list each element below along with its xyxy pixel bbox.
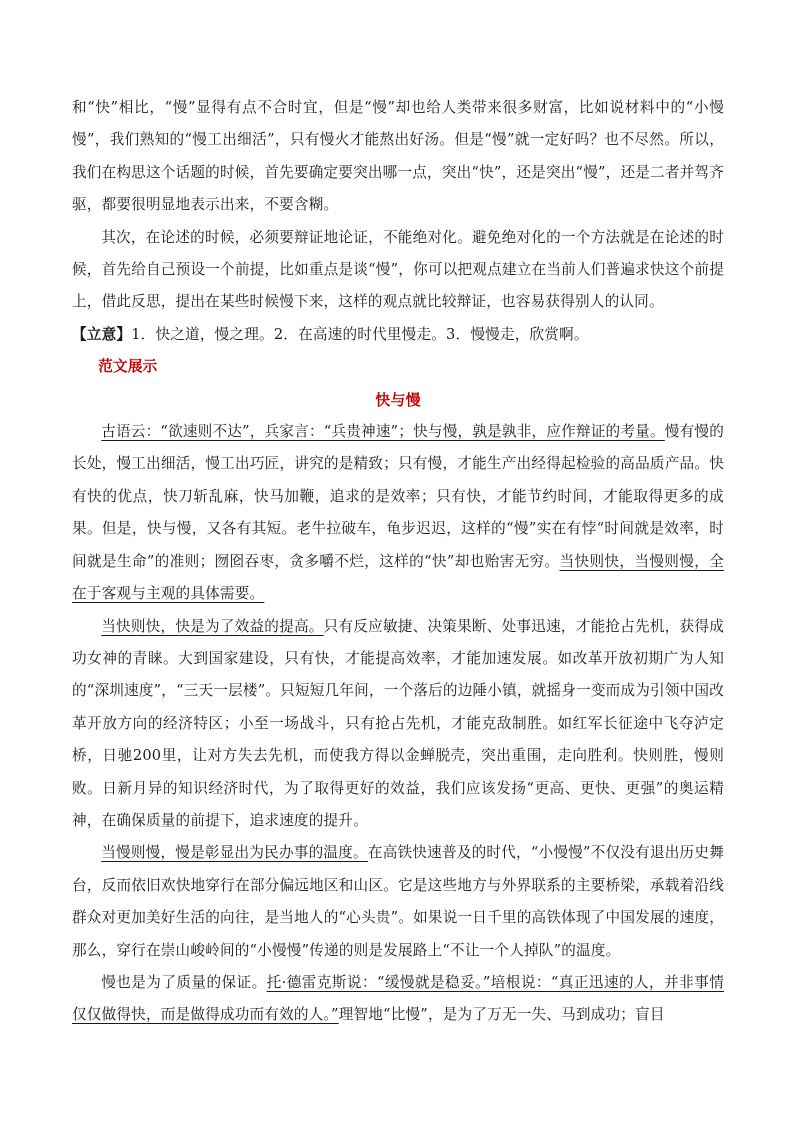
essay-p4-topic: 慢也是为了质量的保证。 bbox=[101, 973, 267, 991]
essay-p4-body: 理智地“比慢”，是为了万无一失、马到成功；盲目 bbox=[338, 1006, 665, 1024]
essay-paragraph-2 bbox=[72, 611, 724, 838]
paragraph-argument bbox=[72, 222, 724, 319]
section-heading: 范文展示 bbox=[98, 358, 158, 376]
essay-p1-body: 慢有慢的长处，慢工出细活，慢工出巧匠，讲究的是精致；只有慢，才能生产出经得起检验的高品质产品。快有快的优点，快刀斩乱麻，快马加鞭，追求的是效率；只有快，才能节约时间，才能取得更多的成果。但是，快与慢，又各有其短。老牛拉破车，龟步迟迟，这样的“慢”实在有悖“时间就是效率，时间就是生命”的准则；囫囵吞枣，贪多嚼不烂，这样的“快”却也贻害无穷。 bbox=[72, 423, 724, 570]
essay-p1-conclusion: 当快则快，当慢则慢，全在于客观与主观的具体需要。 bbox=[72, 552, 725, 603]
essay-paragraph-4 bbox=[72, 967, 724, 1032]
paragraph-intro bbox=[72, 92, 724, 222]
essay-p3-body: 在高铁快速普及的时代，“小慢慢”不仅没有退出历史舞台，反而依旧欢快地穿行在部分偏远地区和山区。它是这些地方与外界联系的主要桥梁，承载着沿线群众对更加美好生活的向往，是当地人的“心头贵”。如果说一日千里的高铁体现了中国发展的速度，那么，穿行在崇山峻岭间的“小慢慢”传递的则是发展路上“不让一个人掉队”的温度。 bbox=[72, 844, 724, 959]
essay-p2-body: 只有反应敏捷、决策果断、处事迅速，才能抢占先机，获得成功女神的青睐。大到国家建设，只有快，才能提高效率，才能加速发展。如改革开放初期广为人知的“深圳速度”，“三天一层楼”。只短短几年间，一个落后的边陲小镇，就摇身一变而成为引领中国改革开放方向的经济特区；小至一场战斗，只有抢占先机，才能克敌制胜。如红军长征途中飞夺泸定桥，日驰200里，让对方失去先机，而使我方得以金蝉脱壳，突出重围，走向胜利。快则胜，慢则败。日新月异的知识经济时代，为了取得更好的效益，我们应该发扬“更高、更快、更强”的奥运精神，在确保质量的前提下，追求速度的提升。 bbox=[72, 617, 724, 829]
essay-p3-topic: 当慢则慢，慢是彰显出为民办事的温度。 bbox=[101, 844, 368, 862]
liyi-text: 1．快之道，慢之理。2．在高速的时代里慢走。3．慢慢走，欣赏啊。 bbox=[131, 325, 589, 343]
essay-p4-quotes: 托·德雷克斯说：“缓慢就是稳妥。”培根说：“真正迅速的人，并非事情仅仅做得快，而是做得成功而有效的人。” bbox=[72, 973, 725, 1024]
document-page bbox=[72, 92, 724, 1032]
essay-title: 快与慢 bbox=[375, 390, 421, 409]
liyi-line bbox=[72, 319, 724, 351]
paragraph-intro-text: 和“快”相比，“慢”显得有点不合时宜，但是“慢”却也给人类带来很多财富，比如说材料中的“小慢慢”，我们熟知的“慢工出细活”，只有慢火才能熬出好汤。但是“慢”就一定好吗？也不尽然。所以，我们在构思这个话题的时候，首先要确定要突出哪一点，突出“快”，还是突出“慢”，还是二者并驾齐驱，都要很明显地表示出来，不要含糊。 bbox=[72, 99, 724, 214]
essay-paragraph-3 bbox=[72, 837, 724, 967]
essay-p1-thesis: 古语云：“欲速则不达”，兵家言：“兵贵神速”；快与慢，孰是孰非，应作辩证的考量。 bbox=[101, 423, 665, 441]
essay-paragraph-1 bbox=[72, 416, 724, 610]
paragraph-argument-text: 其次，在论述的时候，必须要辩证地论证，不能绝对化。避免绝对化的一个方法就是在论述的时候，首先给自己预设一个前提，比如重点是谈“慢”，你可以把观点建立在当前人们普遍求快这个前提上，借此反思，提出在某些时候慢下来，这样的观点就比较辩证，也容易获得别人的认同。 bbox=[72, 228, 724, 311]
essay-p2-topic: 当快则快，快是为了效益的提高。 bbox=[101, 617, 324, 635]
liyi-label: 【立意】 bbox=[72, 325, 132, 343]
